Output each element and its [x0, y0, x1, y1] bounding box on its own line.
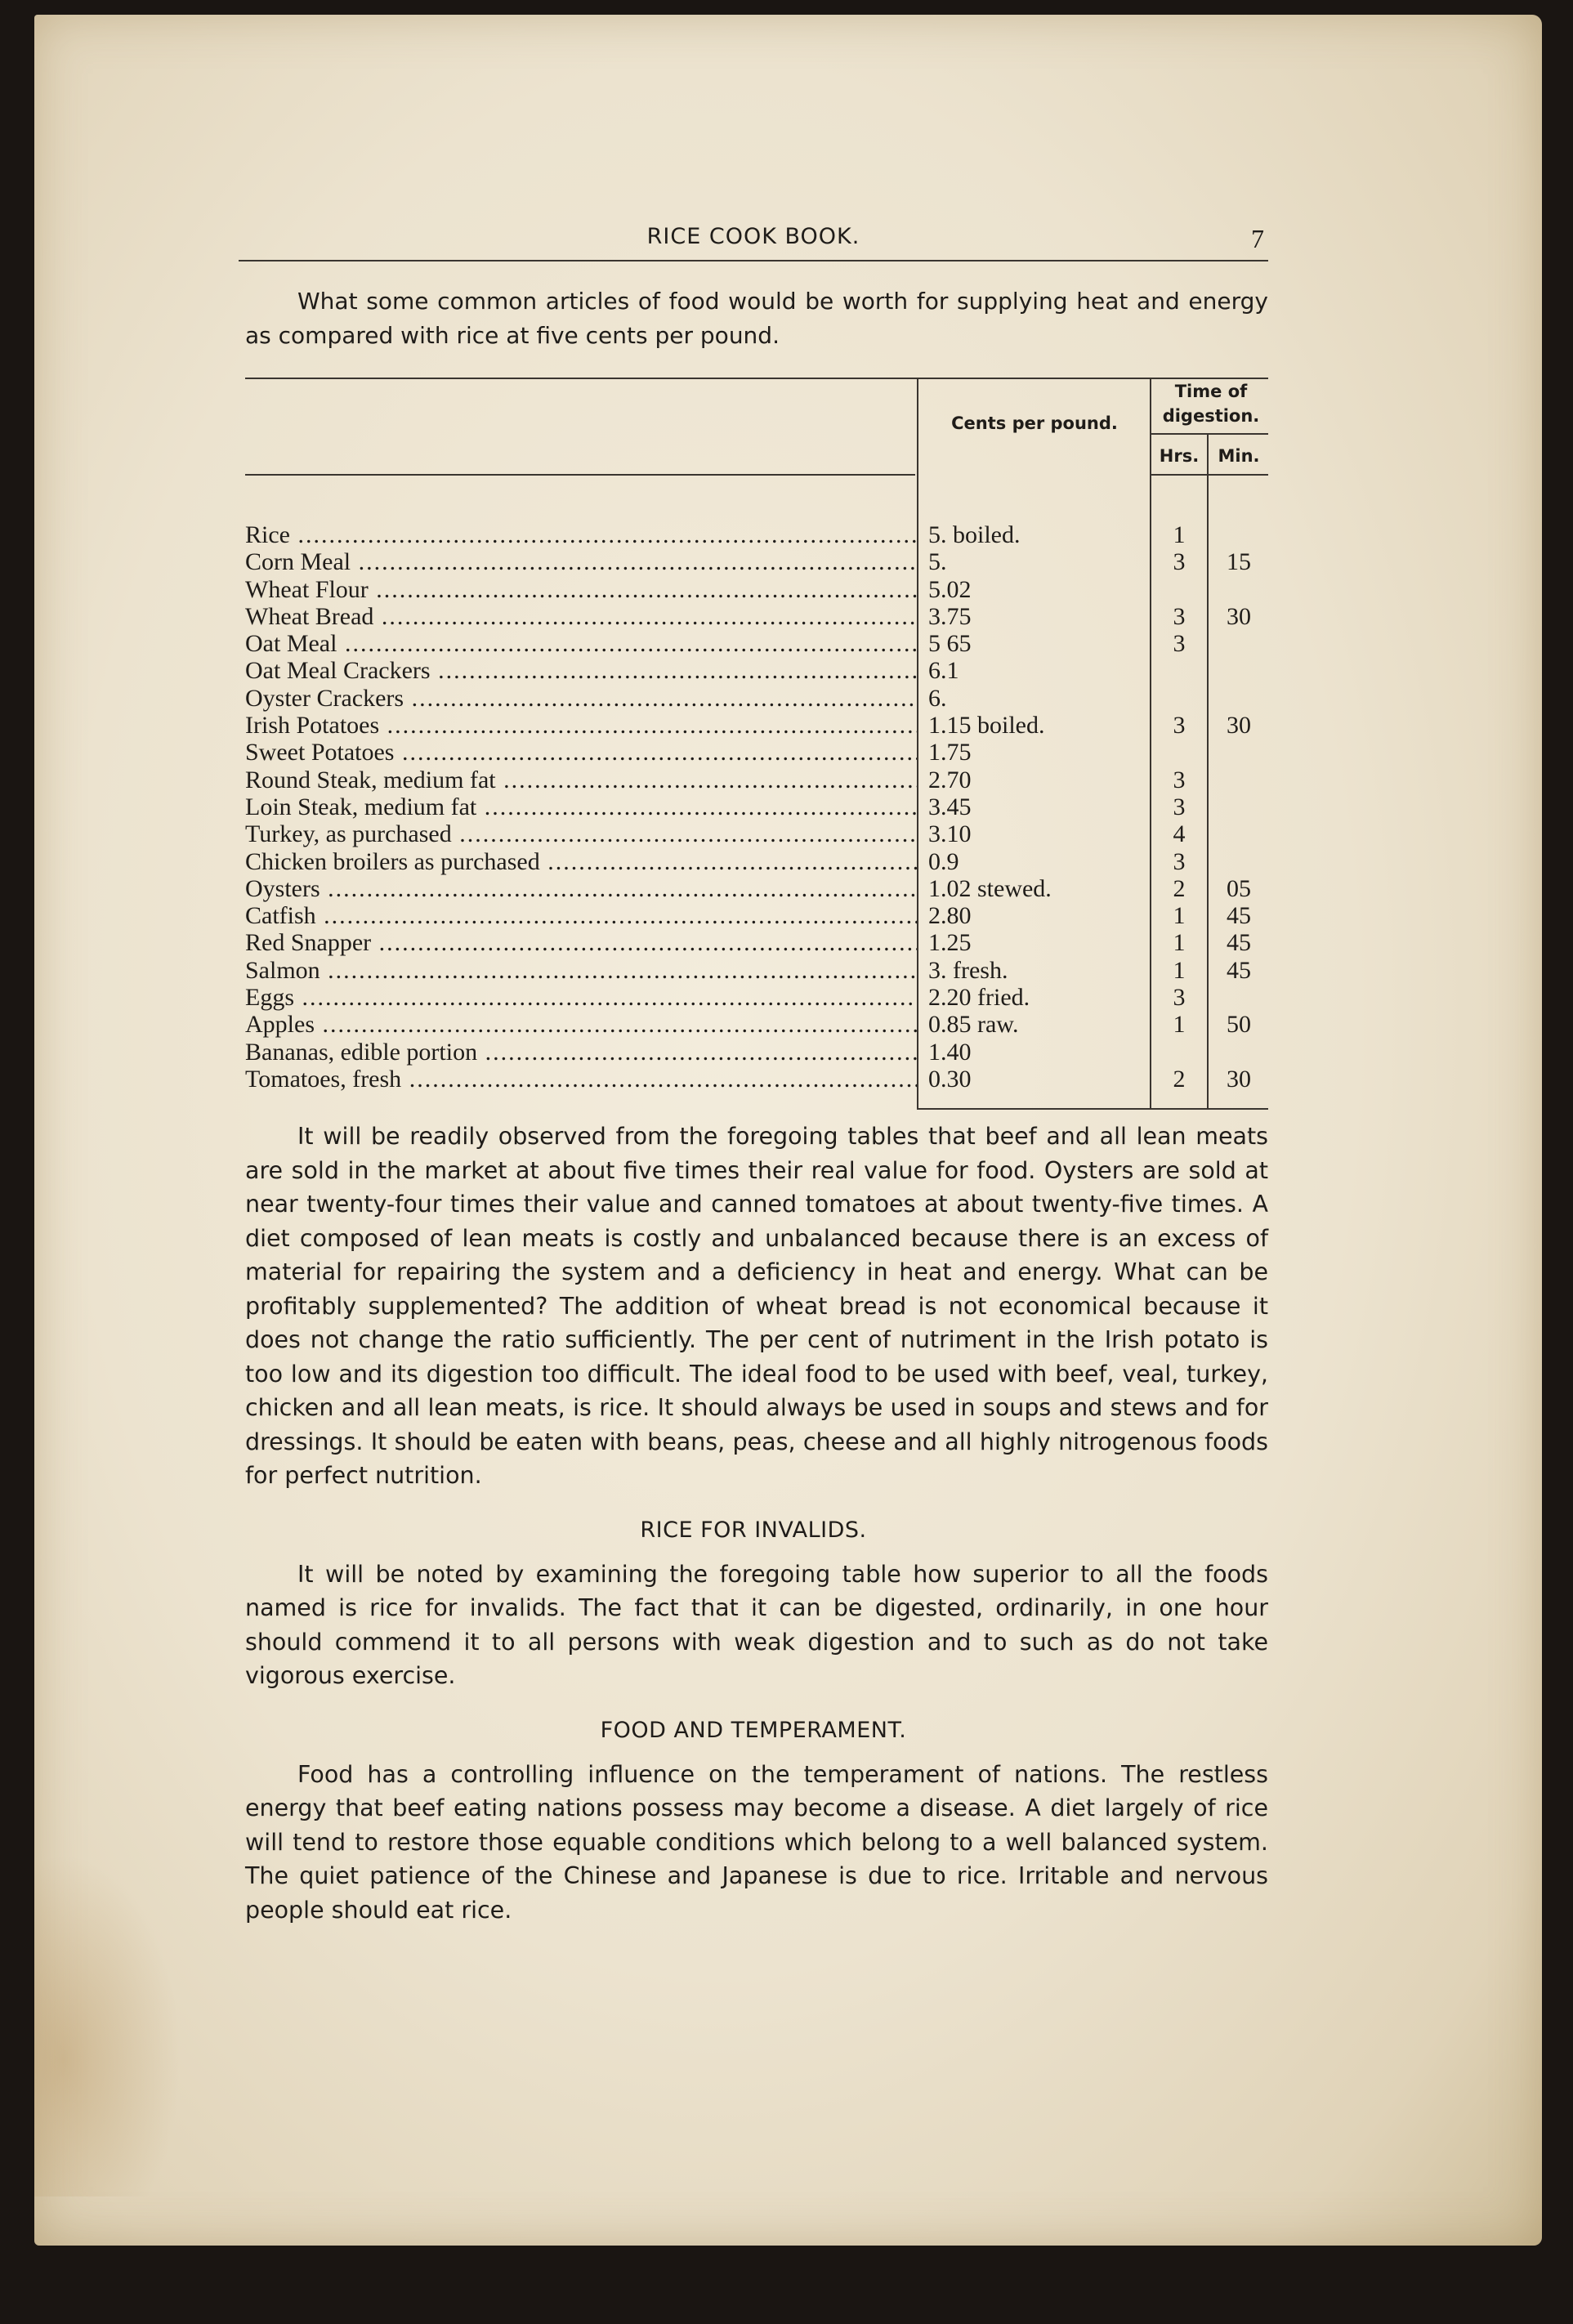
cents-value: 2.70: [928, 766, 972, 793]
cents-value: 2.80: [928, 902, 972, 930]
table-row: [245, 576, 1275, 603]
cents-value: 1.15 boiled.: [928, 712, 1045, 740]
table-row: [245, 848, 1275, 875]
cents-value: 3. fresh.: [928, 956, 1008, 984]
table-header-rule: [245, 474, 915, 476]
table-top-rule: [245, 378, 1268, 379]
food-name: Irish Potatoes .....: [245, 712, 917, 739]
table-row: [245, 875, 1275, 902]
cents-value: 0.9: [928, 847, 959, 875]
table-row: [245, 1039, 1275, 1066]
time-header-rule: [1151, 433, 1268, 435]
cents-value: 6.: [928, 684, 947, 712]
food-name: Wheat Bread .....: [245, 603, 917, 630]
cents-column-header: Cents per pound.: [951, 413, 1118, 433]
cents-value: 1.40: [928, 1038, 972, 1066]
cents-value: 1.75: [928, 739, 972, 766]
food-name: Corn Meal .....: [245, 548, 917, 575]
cents-value: 1.02 stewed.: [928, 874, 1052, 902]
hours-value: 1: [1173, 929, 1186, 957]
food-name: Tomatoes, fresh .....: [245, 1066, 917, 1093]
minutes-value: 45: [1227, 929, 1251, 957]
food-name: Oysters .....: [245, 875, 917, 902]
hours-value: 3: [1173, 548, 1186, 576]
minutes-value: 45: [1227, 956, 1251, 984]
cents-value: 5 65: [928, 630, 972, 658]
food-name: Loin Steak, medium fat .....: [245, 793, 917, 820]
hours-value: 4: [1173, 820, 1186, 848]
cents-value: 6.1: [928, 657, 959, 685]
cents-value: 1.25: [928, 929, 972, 957]
paper-stain: [34, 1853, 181, 2197]
cents-value: 5.02: [928, 575, 972, 603]
hours-column-header: Hrs.: [1159, 446, 1200, 466]
food-name: Wheat Flour .....: [245, 576, 917, 603]
body-paragraph-temperament: Food has a controlling influence on the temperament of nations. The restless energy that beef eating nations possess may become a disease. A diet largely of rice will tend to restore those equable conditions which belong to a well balanced system. The quiet patience of the Chinese and Japanese is due to rice. Irritable and nervous people should eat rice.: [245, 1760, 1268, 1924]
food-name: Oat Meal .....: [245, 630, 917, 657]
food-name: Eggs .....: [245, 984, 917, 1011]
minutes-column-header: Min.: [1218, 446, 1260, 466]
table-row: [245, 957, 1275, 984]
food-name: Sweet Potatoes .....: [245, 739, 917, 766]
table-row: [245, 712, 1275, 739]
table-row: [245, 603, 1275, 630]
hours-value: 1: [1173, 521, 1186, 548]
food-value-table: [239, 368, 1268, 1120]
table-row: [245, 793, 1275, 820]
time-column-header: Time of digestion.: [1162, 382, 1260, 426]
section-heading-temperament: FOOD AND TEMPERAMENT.: [600, 1717, 907, 1743]
table-row: [245, 657, 1275, 684]
cents-value: 5. boiled.: [928, 521, 1021, 548]
food-name: Bananas, edible portion .....: [245, 1039, 917, 1066]
running-head: [239, 219, 1268, 261]
table-row: [245, 630, 1275, 657]
cents-value: 2.20 fried.: [928, 984, 1030, 1012]
book-page: [34, 15, 1542, 2246]
minutes-value: 30: [1227, 1065, 1251, 1093]
cents-value: 0.85 raw.: [928, 1011, 1019, 1039]
book-title: RICE COOK BOOK.: [646, 224, 860, 249]
table-row: [245, 739, 1275, 766]
hours-value: 3: [1173, 984, 1186, 1012]
hours-value: 3: [1173, 766, 1186, 793]
food-name: Oyster Crackers .....: [245, 685, 917, 712]
hours-value: 3: [1173, 630, 1186, 658]
hours-value: 3: [1173, 793, 1186, 820]
hours-value: 2: [1173, 1065, 1186, 1093]
table-row: [245, 521, 1275, 548]
table-row: [245, 984, 1275, 1011]
cents-value: 0.30: [928, 1065, 972, 1093]
table-body: [245, 521, 1275, 1093]
food-name: Catfish .....: [245, 902, 917, 929]
table-row: [245, 1011, 1275, 1038]
food-name: Turkey, as purchased .....: [245, 820, 917, 847]
table-caption: What some common articles of food would be worth for supplying heat and energy as compared with rice at five cents per pound.: [245, 288, 1268, 349]
minutes-value: 30: [1227, 602, 1251, 630]
hours-value: 2: [1173, 874, 1186, 902]
page-content: [239, 219, 1268, 1927]
table-bottom-rule: [917, 1108, 1268, 1110]
table-row: [245, 1066, 1275, 1093]
cents-value: 3.45: [928, 793, 972, 820]
food-name: Red Snapper .....: [245, 929, 917, 956]
food-name: Salmon .....: [245, 957, 917, 984]
hours-value: 1: [1173, 902, 1186, 930]
table-row: [245, 548, 1275, 575]
subheader-rule: [1151, 474, 1268, 476]
cents-value: 5.: [928, 548, 947, 576]
cents-value: 3.10: [928, 820, 972, 848]
minutes-value: 05: [1227, 874, 1251, 902]
section-heading-invalids: RICE FOR INVALIDS.: [640, 1517, 867, 1543]
minutes-value: 30: [1227, 712, 1251, 740]
minutes-value: 50: [1227, 1011, 1251, 1039]
body-paragraph: It will be readily observed from the foregoing tables that beef and all lean meats are sold in the market at about five times their real value for food. Oysters are sold at near twenty-four times their value and canned tomatoes at about twenty-five times. A diet composed of lean meats is costly and unbalanced because there is an excess of material for repairing the system and a deficiency in heat and energy. What can be profitably supplemented? The addition of wheat bread is not economical because it does not change the ratio sufficiently. The per cent of nutriment in the Irish potato is too low and its digestion too difficult. The ideal food to be used with beef, veal, turkey, chicken and all lean meats, is rice. It should always be used in soups and stews and for dressings. It should be eaten with beans, peas, cheese and all highly nitrogenous foods for perfect nutrition.: [245, 1123, 1268, 1489]
hours-value: 3: [1173, 712, 1186, 740]
hours-value: 3: [1173, 602, 1186, 630]
table-row: [245, 902, 1275, 929]
hours-value: 1: [1173, 956, 1186, 984]
cents-value: 3.75: [928, 602, 972, 630]
body-paragraph-invalids: It will be noted by examining the foregoing table how superior to all the foods named is rice for invalids. The fact that it can be digested, ordinarily, in one hour should commend it to all persons with weak digestion and to such as do not take vigorous exercise.: [245, 1560, 1268, 1689]
page-number: 7: [1251, 224, 1265, 253]
food-name: Chicken broilers as purchased .....: [245, 848, 917, 875]
table-row: [245, 766, 1275, 793]
food-name: Round Steak, medium fat .....: [245, 766, 917, 793]
table-row: [245, 685, 1275, 712]
food-name: Apples .....: [245, 1011, 917, 1038]
food-name: Oat Meal Crackers .....: [245, 657, 917, 684]
hours-value: 1: [1173, 1011, 1186, 1039]
minutes-value: 15: [1227, 548, 1251, 576]
table-row: [245, 929, 1275, 956]
food-name: Rice .....: [245, 521, 917, 548]
table-row: [245, 820, 1275, 847]
hours-value: 3: [1173, 847, 1186, 875]
minutes-value: 45: [1227, 902, 1251, 930]
